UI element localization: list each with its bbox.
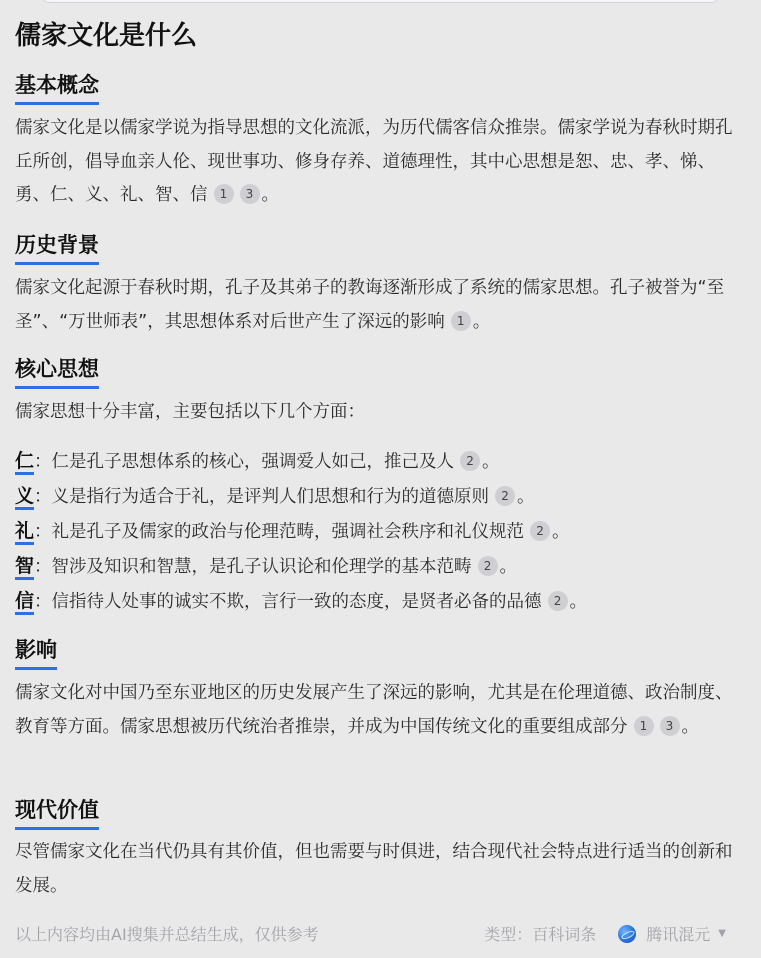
section-title-modern: 现代价值 (15, 795, 99, 830)
influence-paragraph (15, 677, 740, 744)
core-text: 义是指行为适合于礼，是评判人们思想和行为的道德原则 (51, 487, 490, 507)
citation-badge[interactable]: 1 (451, 311, 471, 331)
core-text: 仁是孔子思想体系的核心，强调爱人如己，推己及人 (51, 452, 455, 472)
hunyuan-globe-icon (618, 925, 636, 943)
section-title-concept: 基本概念 (15, 70, 99, 105)
section-title-history: 历史背景 (15, 230, 99, 265)
core-key: 仁 (15, 450, 34, 475)
core-sep: ： (34, 522, 52, 542)
core-item-li (15, 515, 740, 549)
core-sep: ： (34, 557, 52, 577)
answer-footer (15, 922, 726, 952)
type-label: 类型： (484, 925, 533, 944)
model-name[interactable]: 腾讯混元 (646, 925, 711, 944)
citation-badge[interactable]: 2 (548, 591, 568, 611)
concept-end: 。 (261, 185, 279, 205)
history-end: 。 (472, 311, 491, 332)
core-sep: ： (34, 592, 52, 612)
citation-badge[interactable]: 2 (495, 486, 515, 506)
core-item-zhi (15, 550, 740, 584)
core-item-xin (15, 585, 740, 619)
influence-end: 。 (681, 716, 699, 737)
core-text: 信指待人处事的诚实不欺，言行一致的态度，是贤者必备的品德 (51, 592, 542, 612)
concept-paragraph (15, 112, 740, 213)
citation-badge[interactable]: 2 (460, 451, 480, 471)
citation-badge[interactable]: 2 (478, 556, 498, 576)
type-value: 百科词条 (532, 925, 597, 944)
influence-text: 儒家文化对中国乃至东亚地区的历史发展产生了深远的影响，尤其是在伦理道德、政治制度、教育等方面。儒家思想被历代统治者推崇，并成为中国传统文化的重要组成部分 (15, 683, 733, 737)
section-title-influence: 影响 (15, 635, 57, 670)
modern-paragraph: 尽管儒家文化在当代仍具有其价值，但也需要与时俱进，结合现代社会特点进行适当的创新和发展。 (15, 842, 733, 896)
core-sep: ： (34, 487, 52, 507)
history-text: 儒家文化起源于春秋时期，孔子及其弟子的教诲逐渐形成了系统的儒家思想。孔子被誉为“至圣”、“万世师表”，其思想体系对后世产生了深远的影响 (15, 278, 725, 332)
core-end: 。 (569, 592, 588, 612)
history-paragraph (15, 272, 740, 339)
core-text: 智涉及知识和智慧，是孔子认识论和伦理学的基本范畴 (51, 557, 472, 577)
core-key: 智 (15, 555, 34, 580)
core-item-yi (15, 480, 740, 514)
source-info (484, 922, 726, 945)
core-intro: 儒家思想十分丰富，主要包括以下几个方面： (15, 402, 365, 422)
core-key: 礼 (15, 520, 34, 545)
core-key: 信 (15, 590, 34, 615)
section-title-core: 核心思想 (15, 354, 99, 389)
core-end: 。 (482, 452, 500, 472)
citation-badge[interactable]: 2 (530, 521, 550, 541)
concept-text: 儒家文化是以儒家学说为指导思想的文化流派，为历代儒客信众推崇。儒家学说为春秋时期孔丘所创，倡导血亲人伦、现世事功、修身存养、道德理性，其中心思想是恕、忠、孝、悌、勇、仁、义、礼、智、信 (15, 118, 733, 205)
core-end: 。 (517, 487, 535, 507)
core-end: 。 (499, 557, 518, 577)
top-input-edge (40, 0, 721, 3)
core-end: 。 (552, 522, 570, 542)
citation-badge[interactable]: 3 (660, 716, 680, 736)
core-key: 义 (15, 485, 34, 510)
citation-badge[interactable]: 1 (214, 184, 234, 204)
core-item-ren (15, 445, 740, 479)
core-text: 礼是孔子及儒家的政治与伦理范畴，强调社会秩序和礼仪规范 (51, 522, 525, 542)
citation-badge[interactable]: 3 (240, 184, 260, 204)
core-sep: ： (34, 452, 52, 472)
ai-disclaimer: 以上内容均由AI搜集并总结生成，仅供参考 (15, 925, 319, 944)
page-title: 儒家文化是什么 (15, 21, 198, 51)
caret-down-icon[interactable]: ▼ (718, 928, 726, 939)
citation-badge[interactable]: 1 (634, 716, 654, 736)
